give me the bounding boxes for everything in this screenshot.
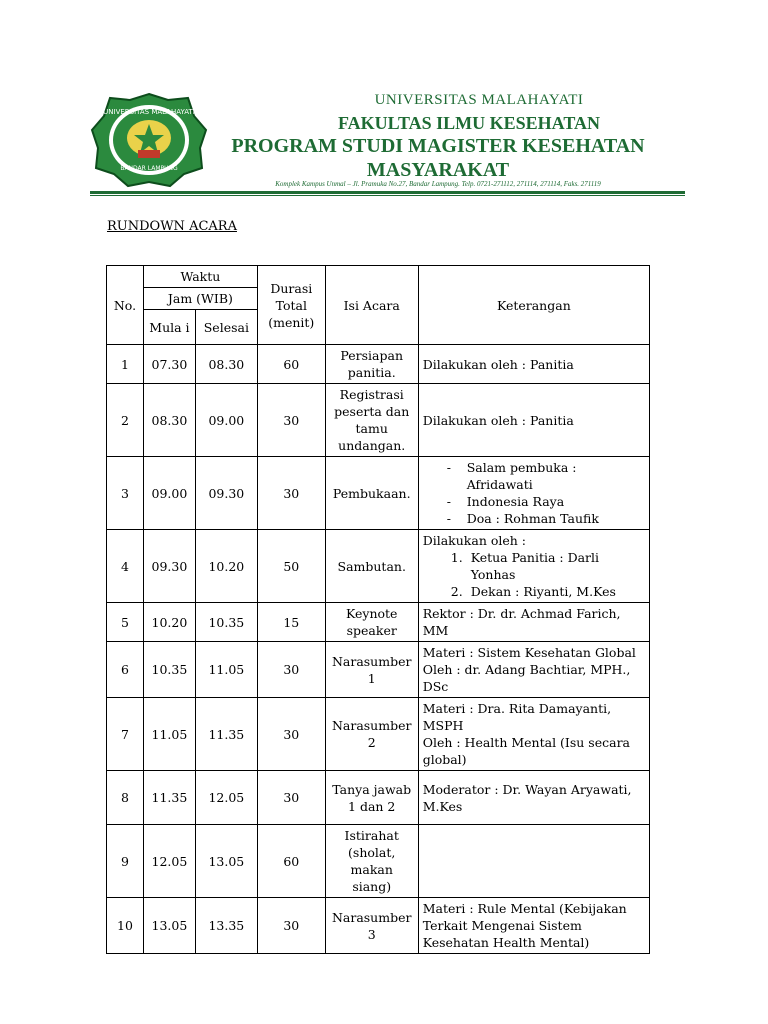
row-keterangan <box>418 698 649 771</box>
list-item: - Indonesia Raya <box>423 493 645 510</box>
row-selesai: 11.05 <box>195 642 257 698</box>
row-durasi: 30 <box>257 698 325 771</box>
row-keterangan <box>418 530 649 603</box>
header-selesai: Selesai <box>195 310 257 345</box>
row-selesai: 09.30 <box>195 457 257 530</box>
table-row <box>107 530 650 603</box>
letterhead <box>0 0 768 200</box>
header-waktu: Waktu <box>143 266 257 288</box>
row-selesai: 10.35 <box>195 603 257 642</box>
row-keterangan <box>418 642 649 698</box>
table-row <box>107 603 650 642</box>
row-keterangan <box>418 825 649 898</box>
table-row <box>107 825 650 898</box>
row-selesai: 09.00 <box>195 384 257 457</box>
row-durasi: 30 <box>257 384 325 457</box>
row-durasi: 50 <box>257 530 325 603</box>
header-jam: Jam (WIB) <box>143 288 257 310</box>
row-selesai: 08.30 <box>195 345 257 384</box>
row-isi: Pembukaan. <box>325 457 418 530</box>
table-row <box>107 457 650 530</box>
row-isi: Sambutan. <box>325 530 418 603</box>
rundown-table <box>106 265 650 954</box>
row-keterangan: Dilakukan oleh : Panitia <box>418 384 649 457</box>
keterangan-materi: Materi : Dra. Rita Damayanti, MSPH <box>422 701 612 733</box>
document-title: RUNDOWN ACARA <box>107 219 237 234</box>
row-keterangan: Dilakukan oleh : Panitia <box>418 345 649 384</box>
row-isi: Istirahat (sholat, makan siang) <box>325 825 418 898</box>
row-no: 4 <box>107 530 144 603</box>
row-durasi: 30 <box>257 642 325 698</box>
row-no: 10 <box>107 898 144 954</box>
row-isi: Keynote speaker <box>325 603 418 642</box>
keterangan-numbered-list <box>423 549 645 600</box>
row-isi: Narasumber 3 <box>325 898 418 954</box>
row-durasi: 60 <box>257 825 325 898</box>
university-logo <box>90 92 208 188</box>
row-no: 7 <box>107 698 144 771</box>
header-no: No. <box>107 266 144 345</box>
row-isi: Narasumber 1 <box>325 642 418 698</box>
row-no: 2 <box>107 384 144 457</box>
list-item: - Salam pembuka : Afridawati <box>423 459 645 493</box>
faculty-name: FAKULTAS ILMU KESEHATAN <box>337 113 601 133</box>
row-isi: Tanya jawab 1 dan 2 <box>325 771 418 825</box>
row-no: 5 <box>107 603 144 642</box>
table-row <box>107 771 650 825</box>
keterangan-list <box>423 459 645 527</box>
row-mulai: 13.05 <box>143 898 195 954</box>
row-isi: Registrasi peserta dan tamu undangan. <box>325 384 418 457</box>
row-selesai: 10.20 <box>195 530 257 603</box>
row-keterangan: Materi : Rule Mental (Kebijakan Terkait Mengenai Sistem Kesehatan Health Mental) <box>418 898 649 954</box>
keterangan-oleh: Oleh : Health Mental (Isu secara global) <box>422 735 630 767</box>
table-row <box>107 345 650 384</box>
table-row <box>107 384 650 457</box>
row-no: 9 <box>107 825 144 898</box>
row-keterangan: Moderator : Dr. Wayan Aryawati, M.Kes <box>418 771 649 825</box>
list-item: 2. Dekan : Riyanti, M.Kes <box>467 583 645 600</box>
header-mulai: Mula i <box>143 310 195 345</box>
row-durasi: 30 <box>257 898 325 954</box>
table-row <box>107 642 650 698</box>
logo-top-text: UNIVERSITAS MALAHAYATI <box>103 108 195 116</box>
row-selesai: 13.05 <box>195 825 257 898</box>
row-mulai: 09.00 <box>143 457 195 530</box>
row-durasi: 30 <box>257 457 325 530</box>
row-durasi: 30 <box>257 771 325 825</box>
row-no: 3 <box>107 457 144 530</box>
row-mulai: 10.35 <box>143 642 195 698</box>
program-name: PROGRAM STUDI MAGISTER KESEHATAN MASYARAKAT <box>231 135 645 181</box>
row-no: 8 <box>107 771 144 825</box>
row-selesai: 13.35 <box>195 898 257 954</box>
row-mulai: 08.30 <box>143 384 195 457</box>
keterangan-oleh: Oleh : dr. Adang Bachtiar, MPH., DSc <box>422 662 631 694</box>
row-selesai: 12.05 <box>195 771 257 825</box>
table-row <box>107 698 650 771</box>
address-line: Komplek Kampus Unmal – Jl. Pramuka No.27, Bandar Lampung. Telp. 0721-271112, 271114, 271114, Faks. 271119 <box>275 180 601 188</box>
header-durasi: Durasi Total (menit) <box>257 266 325 345</box>
row-mulai: 11.35 <box>143 771 195 825</box>
header-keterangan: Keterangan <box>418 266 649 345</box>
row-no: 6 <box>107 642 144 698</box>
row-keterangan <box>418 457 649 530</box>
row-mulai: 07.30 <box>143 345 195 384</box>
row-durasi: 60 <box>257 345 325 384</box>
university-name: UNIVERSITAS MALAHAYATI <box>374 92 584 108</box>
row-selesai: 11.35 <box>195 698 257 771</box>
row-isi: Persiapan panitia. <box>325 345 418 384</box>
list-item: - Doa : Rohman Taufik <box>423 510 645 527</box>
row-durasi: 15 <box>257 603 325 642</box>
row-mulai: 12.05 <box>143 825 195 898</box>
logo-bottom-text: BANDAR LAMPUNG <box>120 165 178 172</box>
header-divider <box>90 191 685 194</box>
header-divider-thin <box>90 195 685 196</box>
row-mulai: 10.20 <box>143 603 195 642</box>
keterangan-materi: Materi : Sistem Kesehatan Global <box>422 645 636 660</box>
keterangan-intro: Dilakukan oleh : <box>422 533 527 548</box>
row-mulai: 09.30 <box>143 530 195 603</box>
row-mulai: 11.05 <box>143 698 195 771</box>
row-keterangan: Rektor : Dr. dr. Achmad Farich, MM <box>418 603 649 642</box>
row-no: 1 <box>107 345 144 384</box>
list-item: 1. Ketua Panitia : Darli Yonhas <box>467 549 645 583</box>
header-isi-acara: Isi Acara <box>325 266 418 345</box>
table-row <box>107 898 650 954</box>
row-isi: Narasumber 2 <box>325 698 418 771</box>
